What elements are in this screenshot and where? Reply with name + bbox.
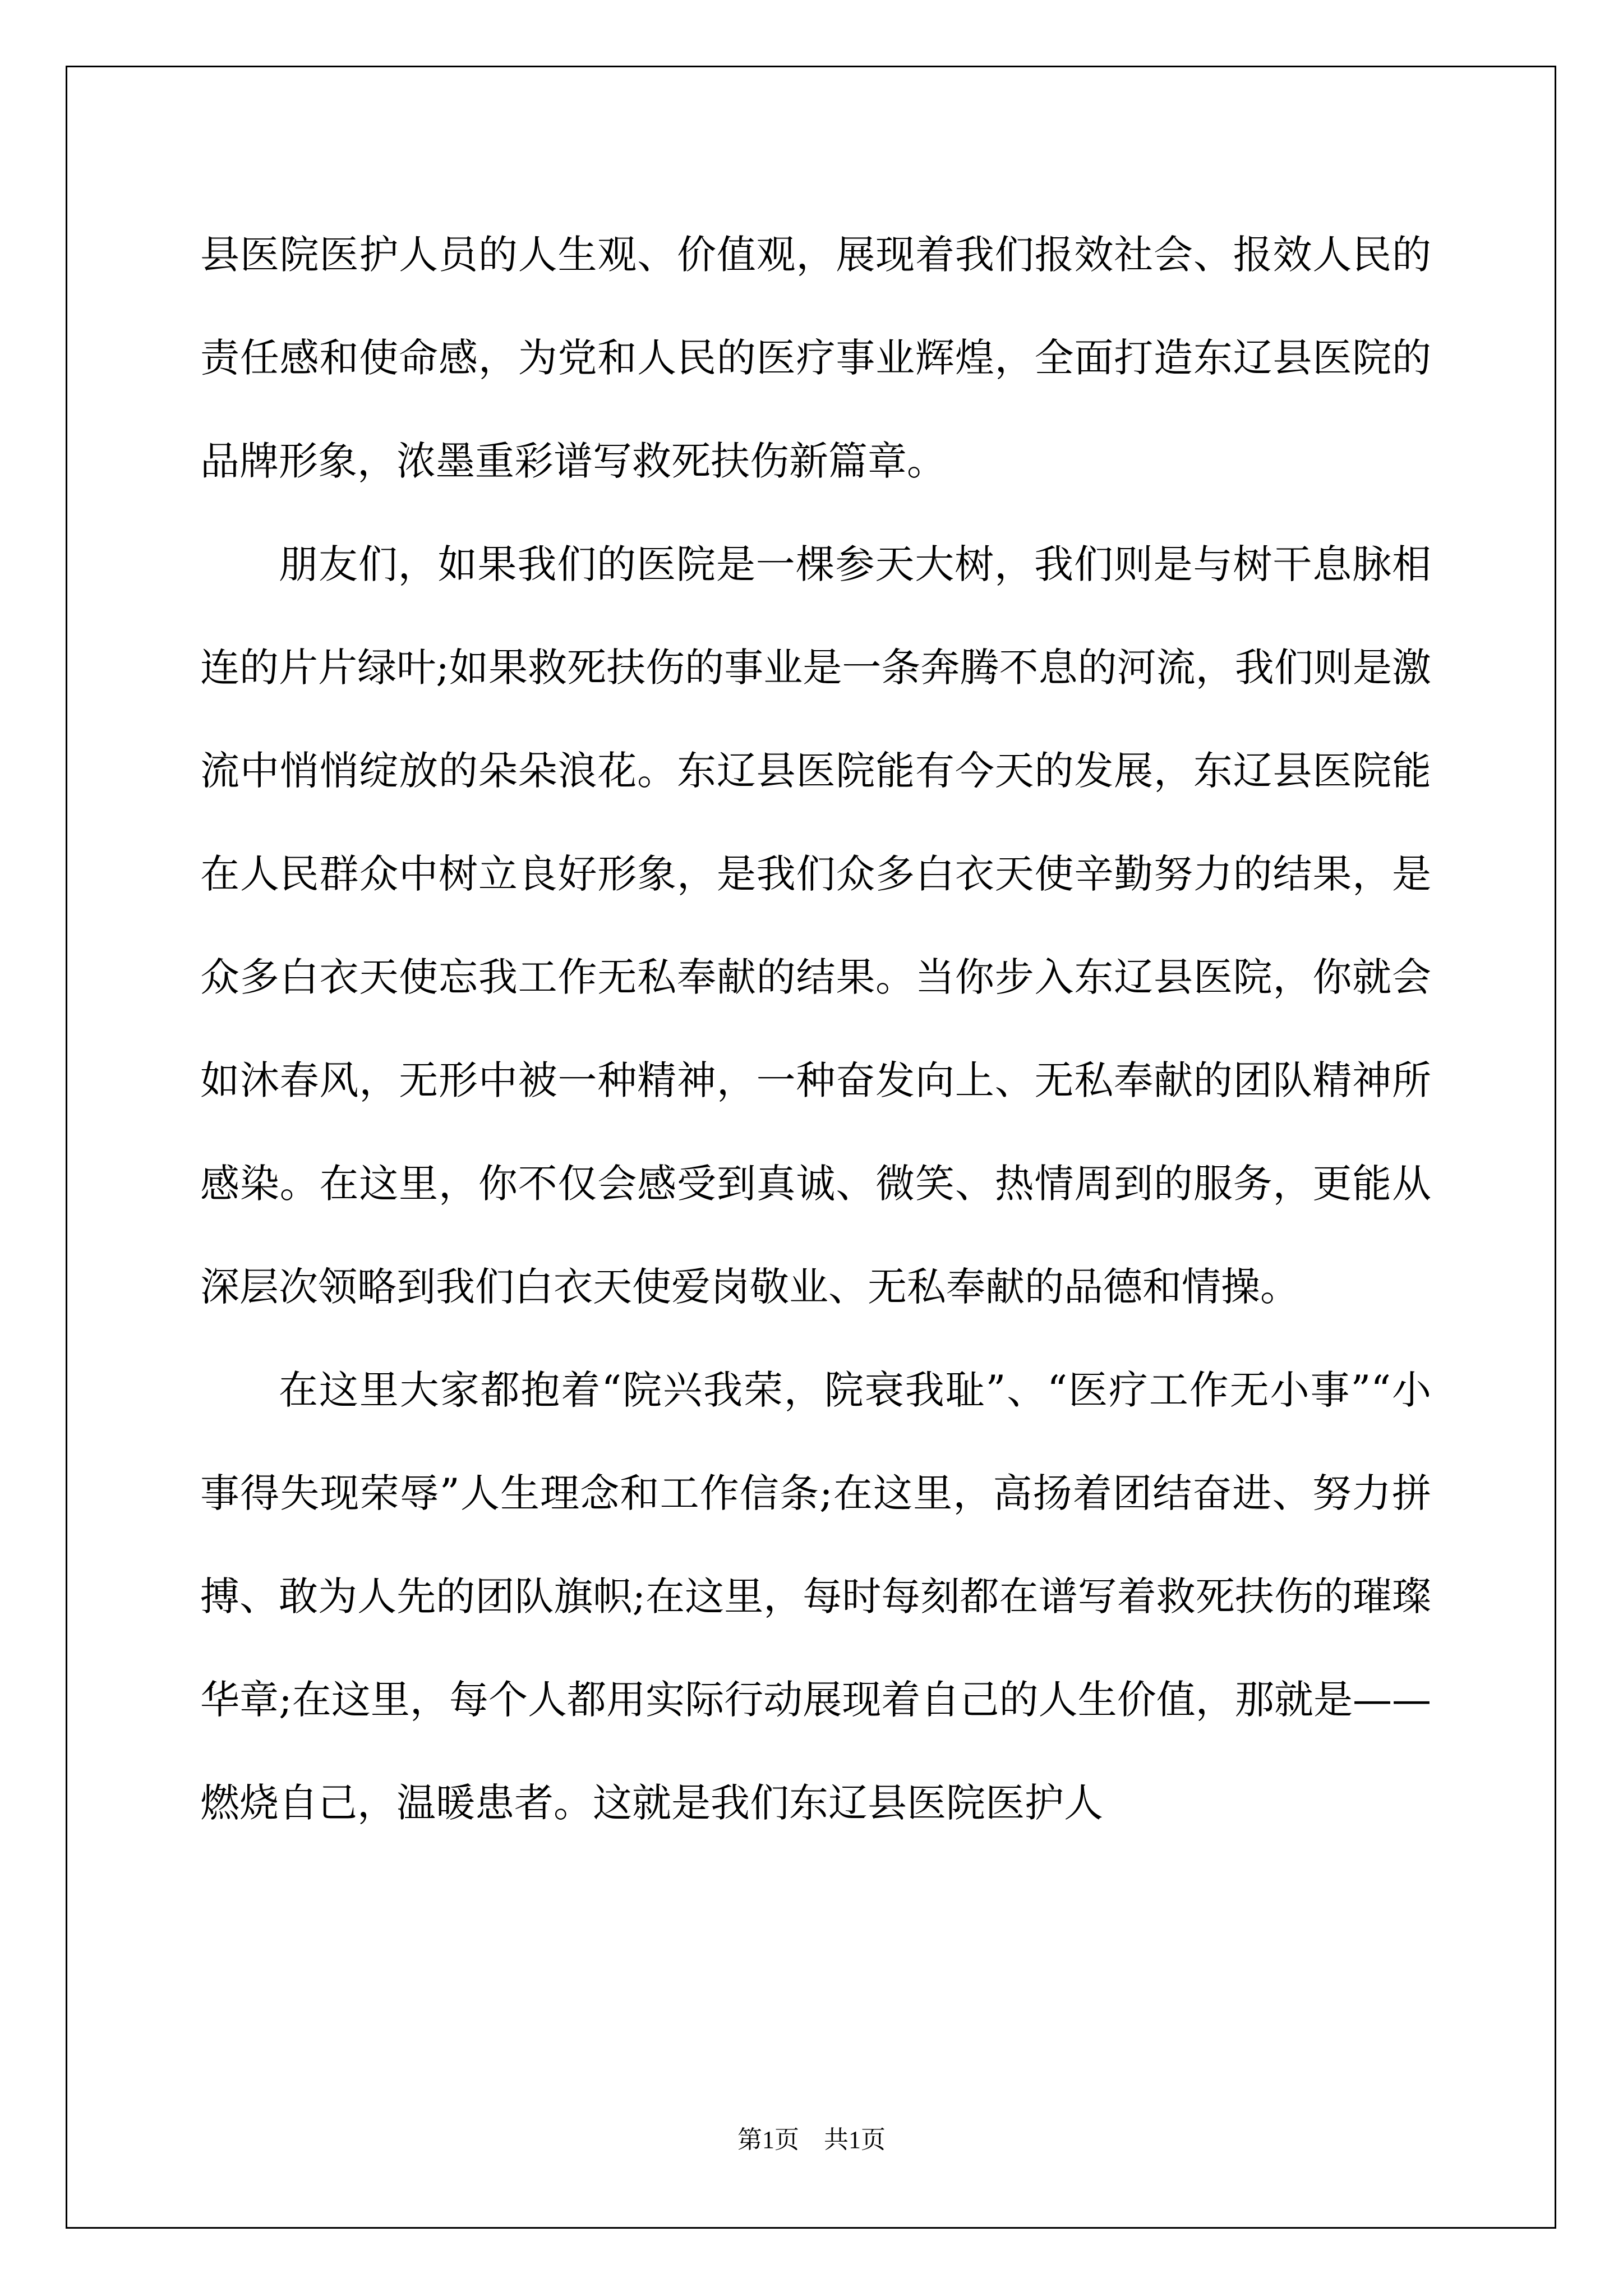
paragraph-1: 县医院医护人员的人生观、价值观，展现着我们报效社会、报效人民的责任感和使命感，为党和人民的医疗事业辉煌，全面打造东辽县医院的品牌形象，浓墨重彩谱写救死扶伤新篇章。 bbox=[200, 232, 1431, 484]
document-body bbox=[200, 203, 1431, 1855]
paragraph-2: 朋友们，如果我们的医院是一棵参天大树，我们则是与树干息脉相连的片片绿叶;如果救死扶伤的事业是一条奔腾不息的河流，我们则是激流中悄悄绽放的朵朵浪花。东辽县医院能有今天的发展，东辽县医院能在人民群众中树立良好形象，是我们众多白衣天使辛勤努力的结果，是众多白衣天使忘我工作无私奉献的结果。当你步入东辽县医院，你就会如沐春风，无形中被一种精神，一种奋发向上、无私奉献的团队精神所感染。在这里，你不仅会感受到真诚、微笑、热情周到的服务，更能从深层次领略到我们白衣天使爱岗敬业、无私奉献的品德和情操。 bbox=[200, 541, 1431, 1310]
page-number-footer: 第1页 共1页 bbox=[737, 2126, 886, 2154]
paragraph-3: 在这里大家都抱着“院兴我荣，院衰我耻”、“医疗工作无小事”“小事得失现荣辱”人生理念和工作信条;在这里，高扬着团结奋进、努力拼搏、敢为人先的团队旗帜;在这里，每时每刻都在谱写着救死扶伤的璀璨华章;在这里，每个人都用实际行动展现着自己的人生价值，那就是——燃烧自己，温暖患者。这就是我们东辽县医院医护人 bbox=[200, 1367, 1431, 1826]
